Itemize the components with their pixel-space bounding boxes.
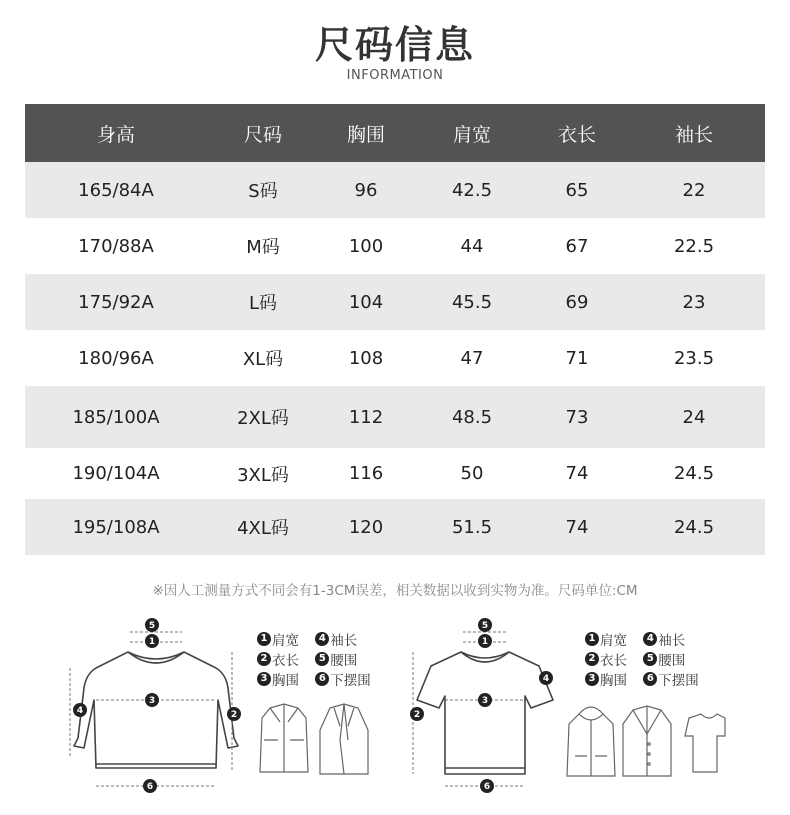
- table-cell: 116: [319, 448, 413, 499]
- column-header-shoulder: 肩宽: [413, 104, 531, 162]
- svg-text:5: 5: [148, 621, 156, 631]
- table-row: [25, 330, 765, 386]
- table-row: [25, 218, 765, 274]
- table-cell: 50: [413, 448, 531, 499]
- legend-label: 下摆围: [658, 673, 699, 689]
- measurement-legend-left: [257, 629, 369, 689]
- table-cell: 73: [531, 386, 623, 448]
- table-header-row: [25, 104, 765, 162]
- sweatshirt-measurement-diagram: [66, 608, 246, 798]
- column-header-height: 身高: [25, 104, 207, 162]
- table-row: [25, 448, 765, 499]
- table-cell: 48.5: [413, 386, 531, 448]
- table-cell: 100: [319, 218, 413, 274]
- column-header-size: 尺码: [207, 104, 319, 162]
- table-cell: 104: [319, 274, 413, 330]
- table-cell: 4XL码: [207, 499, 319, 555]
- legend-label: 袖长: [330, 633, 358, 649]
- legend-number: 6: [643, 672, 657, 686]
- table-cell: 22.5: [623, 218, 765, 274]
- svg-text:1: 1: [481, 637, 489, 647]
- svg-text:2: 2: [230, 710, 238, 720]
- table-row: [25, 162, 765, 218]
- table-cell: 2XL码: [207, 386, 319, 448]
- svg-text:4: 4: [542, 674, 550, 684]
- jacket-sketches: [250, 700, 375, 780]
- svg-text:4: 4: [76, 706, 84, 716]
- legend-label: 胸围: [600, 673, 627, 689]
- legend-label: 衣长: [272, 653, 299, 669]
- table-cell: 24.5: [623, 499, 765, 555]
- legend-label: 肩宽: [272, 633, 299, 649]
- legend-label: 胸围: [272, 673, 299, 689]
- table-cell: 96: [319, 162, 413, 218]
- table-cell: 45.5: [413, 274, 531, 330]
- legend-number: 3: [257, 672, 271, 686]
- tshirt-measurement-diagram: [403, 608, 558, 798]
- legend-number: 2: [585, 652, 599, 666]
- column-header-chest: 胸围: [319, 104, 413, 162]
- table-cell: 71: [531, 330, 623, 386]
- legend-number: 3: [585, 672, 599, 686]
- legend-number: 5: [315, 652, 329, 666]
- legend-label: 腰围: [330, 653, 358, 669]
- table-cell: 44: [413, 218, 531, 274]
- table-cell: 190/104A: [25, 448, 207, 499]
- table-cell: 51.5: [413, 499, 531, 555]
- table-row: [25, 386, 765, 448]
- table-cell: 195/108A: [25, 499, 207, 555]
- svg-text:5: 5: [481, 621, 489, 631]
- legend-number: 4: [643, 632, 657, 646]
- table-cell: 185/100A: [25, 386, 207, 448]
- column-header-length: 衣长: [531, 104, 623, 162]
- table-cell: 74: [531, 448, 623, 499]
- page-subtitle: INFORMATION: [346, 68, 444, 83]
- table-cell: 23.5: [623, 330, 765, 386]
- legend-label: 衣长: [600, 653, 627, 669]
- table-cell: S码: [207, 162, 319, 218]
- hoodie-cardigan-tee-sketches: [563, 700, 728, 782]
- size-table: [25, 104, 765, 555]
- table-cell: 175/92A: [25, 274, 207, 330]
- table-cell: 180/96A: [25, 330, 207, 386]
- table-cell: 23: [623, 274, 765, 330]
- legend-number: 6: [315, 672, 329, 686]
- table-cell: 120: [319, 499, 413, 555]
- table-cell: 24: [623, 386, 765, 448]
- svg-text:3: 3: [481, 696, 489, 706]
- legend-label: 腰围: [658, 653, 686, 669]
- table-cell: 22: [623, 162, 765, 218]
- legend-number: 2: [257, 652, 271, 666]
- table-cell: 112: [319, 386, 413, 448]
- legend-label: 肩宽: [600, 633, 627, 649]
- table-cell: 74: [531, 499, 623, 555]
- table-cell: 65: [531, 162, 623, 218]
- table-cell: 3XL码: [207, 448, 319, 499]
- table-cell: 69: [531, 274, 623, 330]
- legend-label: 袖长: [658, 633, 686, 649]
- table-cell: 42.5: [413, 162, 531, 218]
- svg-text:6: 6: [483, 782, 491, 792]
- table-cell: XL码: [207, 330, 319, 386]
- table-row: [25, 499, 765, 555]
- page-title: 尺码信息: [314, 23, 475, 67]
- table-cell: 170/88A: [25, 218, 207, 274]
- column-header-sleeve: 袖长: [623, 104, 765, 162]
- svg-text:2: 2: [413, 710, 421, 720]
- legend-number: 5: [643, 652, 657, 666]
- table-cell: L码: [207, 274, 319, 330]
- legend-number: 1: [585, 632, 599, 646]
- svg-text:1: 1: [148, 637, 156, 647]
- table-cell: 165/84A: [25, 162, 207, 218]
- table-cell: 108: [319, 330, 413, 386]
- measurement-legend-right: [585, 629, 697, 689]
- svg-text:6: 6: [146, 782, 154, 792]
- table-cell: 47: [413, 330, 531, 386]
- measurement-note: ※因人工测量方式不同会有1-3CM误差，相关数据以收到实物为准。尺码单位:CM: [152, 583, 638, 599]
- table-cell: 24.5: [623, 448, 765, 499]
- svg-text:3: 3: [148, 696, 156, 706]
- legend-number: 4: [315, 632, 329, 646]
- table-cell: 67: [531, 218, 623, 274]
- table-cell: M码: [207, 218, 319, 274]
- legend-label: 下摆围: [330, 673, 371, 689]
- legend-number: 1: [257, 632, 271, 646]
- table-row: [25, 274, 765, 330]
